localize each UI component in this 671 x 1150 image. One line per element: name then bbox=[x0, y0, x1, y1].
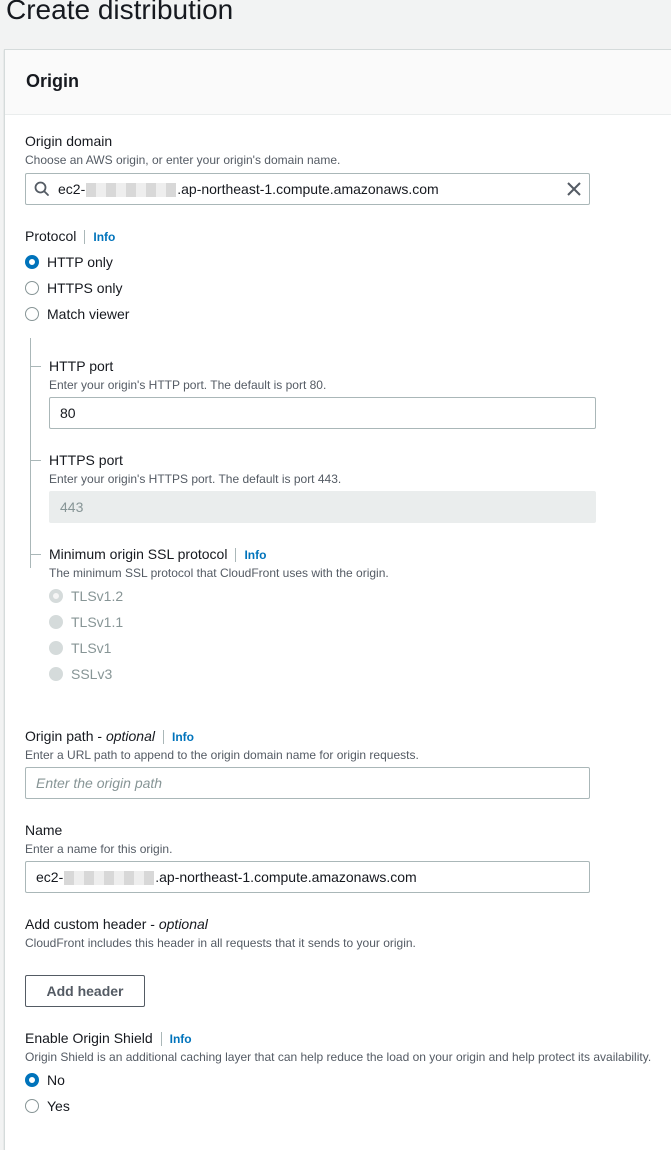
page-title: Create distribution bbox=[6, 0, 234, 25]
tree-branch bbox=[31, 460, 41, 461]
name-input[interactable] bbox=[25, 861, 590, 893]
protocol-option-http-only[interactable]: HTTP only bbox=[25, 252, 113, 272]
protocol-option-match-viewer[interactable]: Match viewer bbox=[25, 304, 129, 324]
clear-icon[interactable] bbox=[567, 174, 581, 214]
redacted-block bbox=[64, 871, 154, 885]
https-port-description: Enter your origin's HTTPS port. The default is port 443. bbox=[49, 472, 342, 486]
origin-shield-option-no[interactable]: No bbox=[25, 1070, 65, 1090]
radio-selected[interactable] bbox=[25, 1073, 39, 1087]
radio-unselected[interactable] bbox=[25, 307, 39, 321]
search-icon bbox=[34, 174, 50, 214]
origin-path-description: Enter a URL path to append to the origin domain name for origin requests. bbox=[25, 748, 419, 762]
origin-shield-info-link[interactable]: Info bbox=[161, 1032, 192, 1046]
origin-path-input[interactable]: Enter the origin path bbox=[25, 767, 590, 799]
origin-domain-label: Origin domain bbox=[25, 133, 113, 149]
add-header-button[interactable]: Add header bbox=[25, 975, 145, 1007]
origin-shield-option-yes[interactable]: Yes bbox=[25, 1096, 70, 1116]
origin-domain-value-suffix: .ap-northeast-1.compute.amazonaws.com bbox=[177, 181, 439, 197]
origin-domain-input[interactable] bbox=[25, 173, 590, 205]
name-value-suffix: .ap-northeast-1.compute.amazonaws.com bbox=[155, 869, 417, 885]
origin-domain-value-prefix: ec2- bbox=[58, 181, 86, 197]
name-value-prefix: ec2- bbox=[36, 869, 64, 885]
ssl-option-tlsv1-2[interactable]: TLSv1.2 bbox=[49, 586, 123, 606]
radio-disabled[interactable] bbox=[49, 615, 63, 629]
ssl-protocol-label: Minimum origin SSL protocol Info bbox=[49, 546, 267, 562]
http-port-input[interactable]: 80 bbox=[49, 397, 596, 429]
ssl-protocol-description: The minimum SSL protocol that CloudFront uses with the origin. bbox=[49, 566, 389, 580]
origin-domain-description: Choose an AWS origin, or enter your origin's domain name. bbox=[25, 153, 341, 167]
radio-disabled[interactable] bbox=[49, 641, 63, 655]
redacted-block bbox=[86, 183, 176, 197]
ssl-option-sslv3[interactable]: SSLv3 bbox=[49, 664, 112, 684]
origin-path-label: Origin path - optional Info bbox=[25, 728, 194, 744]
origin-panel-header bbox=[5, 50, 671, 115]
ssl-option-tlsv1-1[interactable]: TLSv1.1 bbox=[49, 612, 123, 632]
custom-header-label: Add custom header - optional bbox=[25, 916, 208, 932]
ssl-option-tlsv1[interactable]: TLSv1 bbox=[49, 638, 111, 658]
custom-header-description: CloudFront includes this header in all requests that it sends to your origin. bbox=[25, 936, 416, 950]
origin-panel-title: Origin bbox=[26, 71, 79, 91]
radio-unselected[interactable] bbox=[25, 1099, 39, 1113]
http-port-label: HTTP port bbox=[49, 358, 114, 374]
https-port-label: HTTPS port bbox=[49, 452, 123, 468]
tree-branch bbox=[31, 554, 41, 555]
nested-settings-line bbox=[30, 338, 31, 568]
origin-shield-label: Enable Origin Shield Info bbox=[25, 1030, 192, 1046]
name-label: Name bbox=[25, 822, 63, 838]
radio-disabled[interactable] bbox=[49, 667, 63, 681]
radio-selected[interactable] bbox=[25, 255, 39, 269]
https-port-input[interactable]: 443 bbox=[49, 491, 596, 523]
origin-shield-description: Origin Shield is an additional caching layer that can help reduce the load on your origin and help protect its availability. bbox=[25, 1050, 652, 1064]
radio-unselected[interactable] bbox=[25, 281, 39, 295]
http-port-description: Enter your origin's HTTP port. The default is port 80. bbox=[49, 378, 327, 392]
origin-path-info-link[interactable]: Info bbox=[163, 730, 194, 744]
protocol-option-https-only[interactable]: HTTPS only bbox=[25, 278, 122, 298]
protocol-info-link[interactable]: Info bbox=[84, 230, 115, 244]
ssl-protocol-info-link[interactable]: Info bbox=[235, 548, 266, 562]
protocol-label: Protocol Info bbox=[25, 228, 116, 244]
tree-branch bbox=[31, 366, 41, 367]
radio-selected-disabled[interactable] bbox=[49, 589, 63, 603]
name-description: Enter a name for this origin. bbox=[25, 842, 173, 856]
